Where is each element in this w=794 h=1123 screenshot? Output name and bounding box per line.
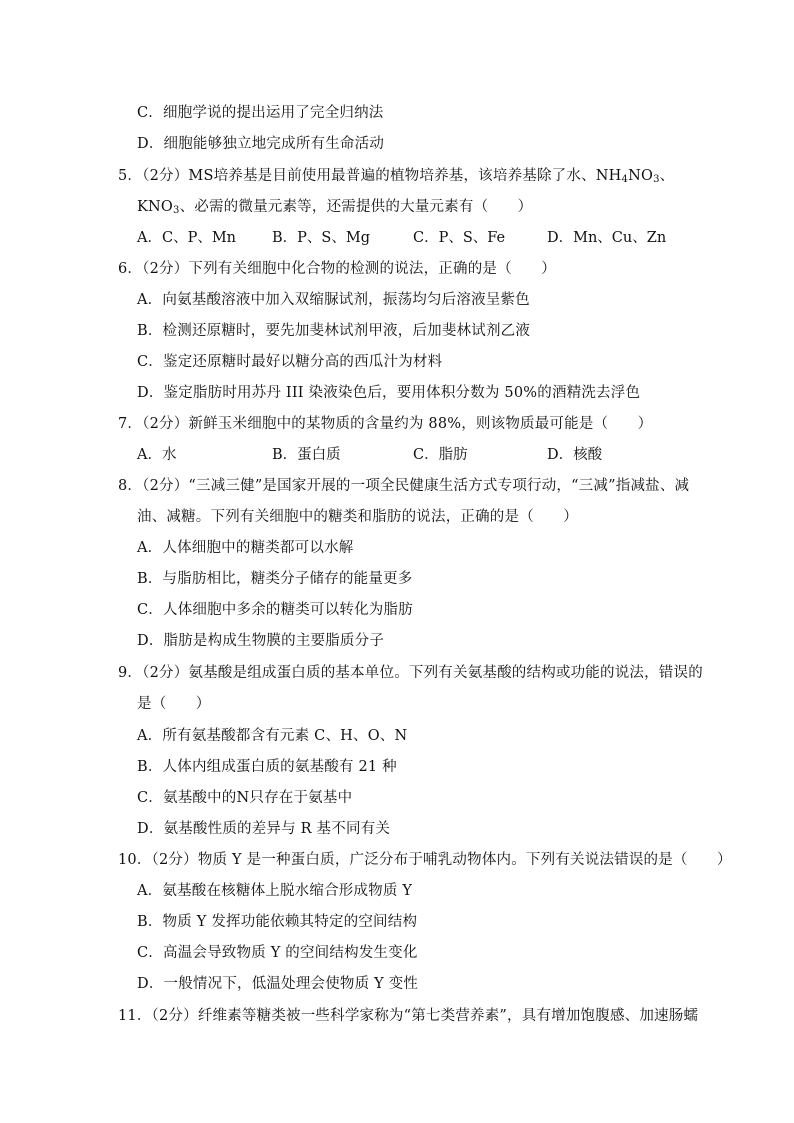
q6-option-b: B．检测还原糖时，要先加斐林试剂甲液，后加斐林试剂乙液 xyxy=(137,323,531,339)
q8-option-d: D．脂肪是构成生物膜的主要脂质分子 xyxy=(137,633,385,649)
q6-stem: 6．（2分）下列有关细胞中化合物的检测的说法，正确的是（ ） xyxy=(118,261,556,277)
q9-option-a: A．所有氨基酸都含有元素 C、H、O、N xyxy=(137,728,408,744)
q10-option-d: D．一般情况下，低温处理会使物质 Y 变性 xyxy=(137,976,419,992)
q7-option-c: C．脂肪 xyxy=(413,447,468,463)
q5-option-a: A．C、P、Mn xyxy=(137,230,237,246)
q9-option-c: C．氨基酸中的N只存在于氨基中 xyxy=(137,790,353,806)
q8-option-a: A．人体细胞中的糖类都可以水解 xyxy=(137,540,354,556)
q8-option-b: B．与脂肪相比，糖类分子储存的能量更多 xyxy=(137,571,413,587)
q7-option-a: A．水 xyxy=(137,447,177,463)
q4-option-c: C．细胞学说的提出运用了完全归纳法 xyxy=(137,105,384,121)
q4-option-d: D．细胞能够独立地完成所有生命活动 xyxy=(137,136,385,152)
q10-option-b: B．物质 Y 发挥功能依赖其特定的空间结构 xyxy=(137,914,418,930)
q5-option-c: C．P、S、Fe xyxy=(413,230,506,246)
q10-option-a: A．氨基酸在核糖体上脱水缩合形成物质 Y xyxy=(137,883,413,899)
q9-option-b: B．人体内组成蛋白质的氨基酸有 21 种 xyxy=(137,759,397,775)
q7-stem: 7．（2分）新鲜玉米细胞中的某物质的含量约为 88%，则该物质最可能是（ ） xyxy=(118,416,653,432)
q6-option-c: C．鉴定还原糖时最好以糖分高的西瓜汁为材料 xyxy=(137,354,443,370)
q8-option-c: C．人体细胞中多余的糖类可以转化为脂肪 xyxy=(137,602,413,618)
q10-stem: 10．（2分）物质 Y 是一种蛋白质，广泛分布于哺乳动物体内。下列有关说法错误的是（ ） xyxy=(118,852,732,868)
q5-option-d: D．Mn、Cu、Zn xyxy=(547,230,667,246)
q5-option-b: B．P、S、Mg xyxy=(272,230,370,246)
q10-option-c: C．高温会导致物质 Y 的空间结构发生变化 xyxy=(137,945,418,961)
q7-option-b: B．蛋白质 xyxy=(272,447,341,463)
q5-stem-line2: $KNO_3$、必需的微量元素等，还需提供的大量元素有（ ） xyxy=(137,199,533,216)
q6-option-a: A．向氨基酸溶液中加入双缩脲试剂，振荡均匀后溶液呈紫色 xyxy=(137,292,530,308)
q9-option-d: D．氨基酸性质的差异与 R 基不同有关 xyxy=(137,821,391,837)
q9-stem-line2: 是（ ） xyxy=(137,696,211,712)
q7-option-d: D．核酸 xyxy=(547,447,603,463)
q9-stem-line1: 9．（2分）氨基酸是组成蛋白质的基本单位。下列有关氨基酸的结构或功能的说法，错误的 xyxy=(118,665,703,681)
q6-option-d: D．鉴定脂肪时用苏丹 III 染液染色后，要用体积分数为 50%的酒精洗去浮色 xyxy=(137,385,641,401)
q5-stem-line1: 5．（2分）MS培养基是目前使用最普遍的植物培养基，该培养基除了水、$NH_4NO_3$、 xyxy=(118,168,675,185)
q8-stem-line1: 8．（2分）“三减三健”是国家开展的一项全民健康生活方式专项行动，“三减”指减盐、减 xyxy=(118,478,690,494)
q11-stem-line1: 11．（2分）纤维素等糖类被一些科学家称为“第七类营养素”，具有增加饱腹感、加速肠蠕 xyxy=(118,1008,699,1024)
q8-stem-line2: 油、减糖。下列有关细胞中的糖类和脂肪的说法，正确的是（ ） xyxy=(137,509,578,525)
